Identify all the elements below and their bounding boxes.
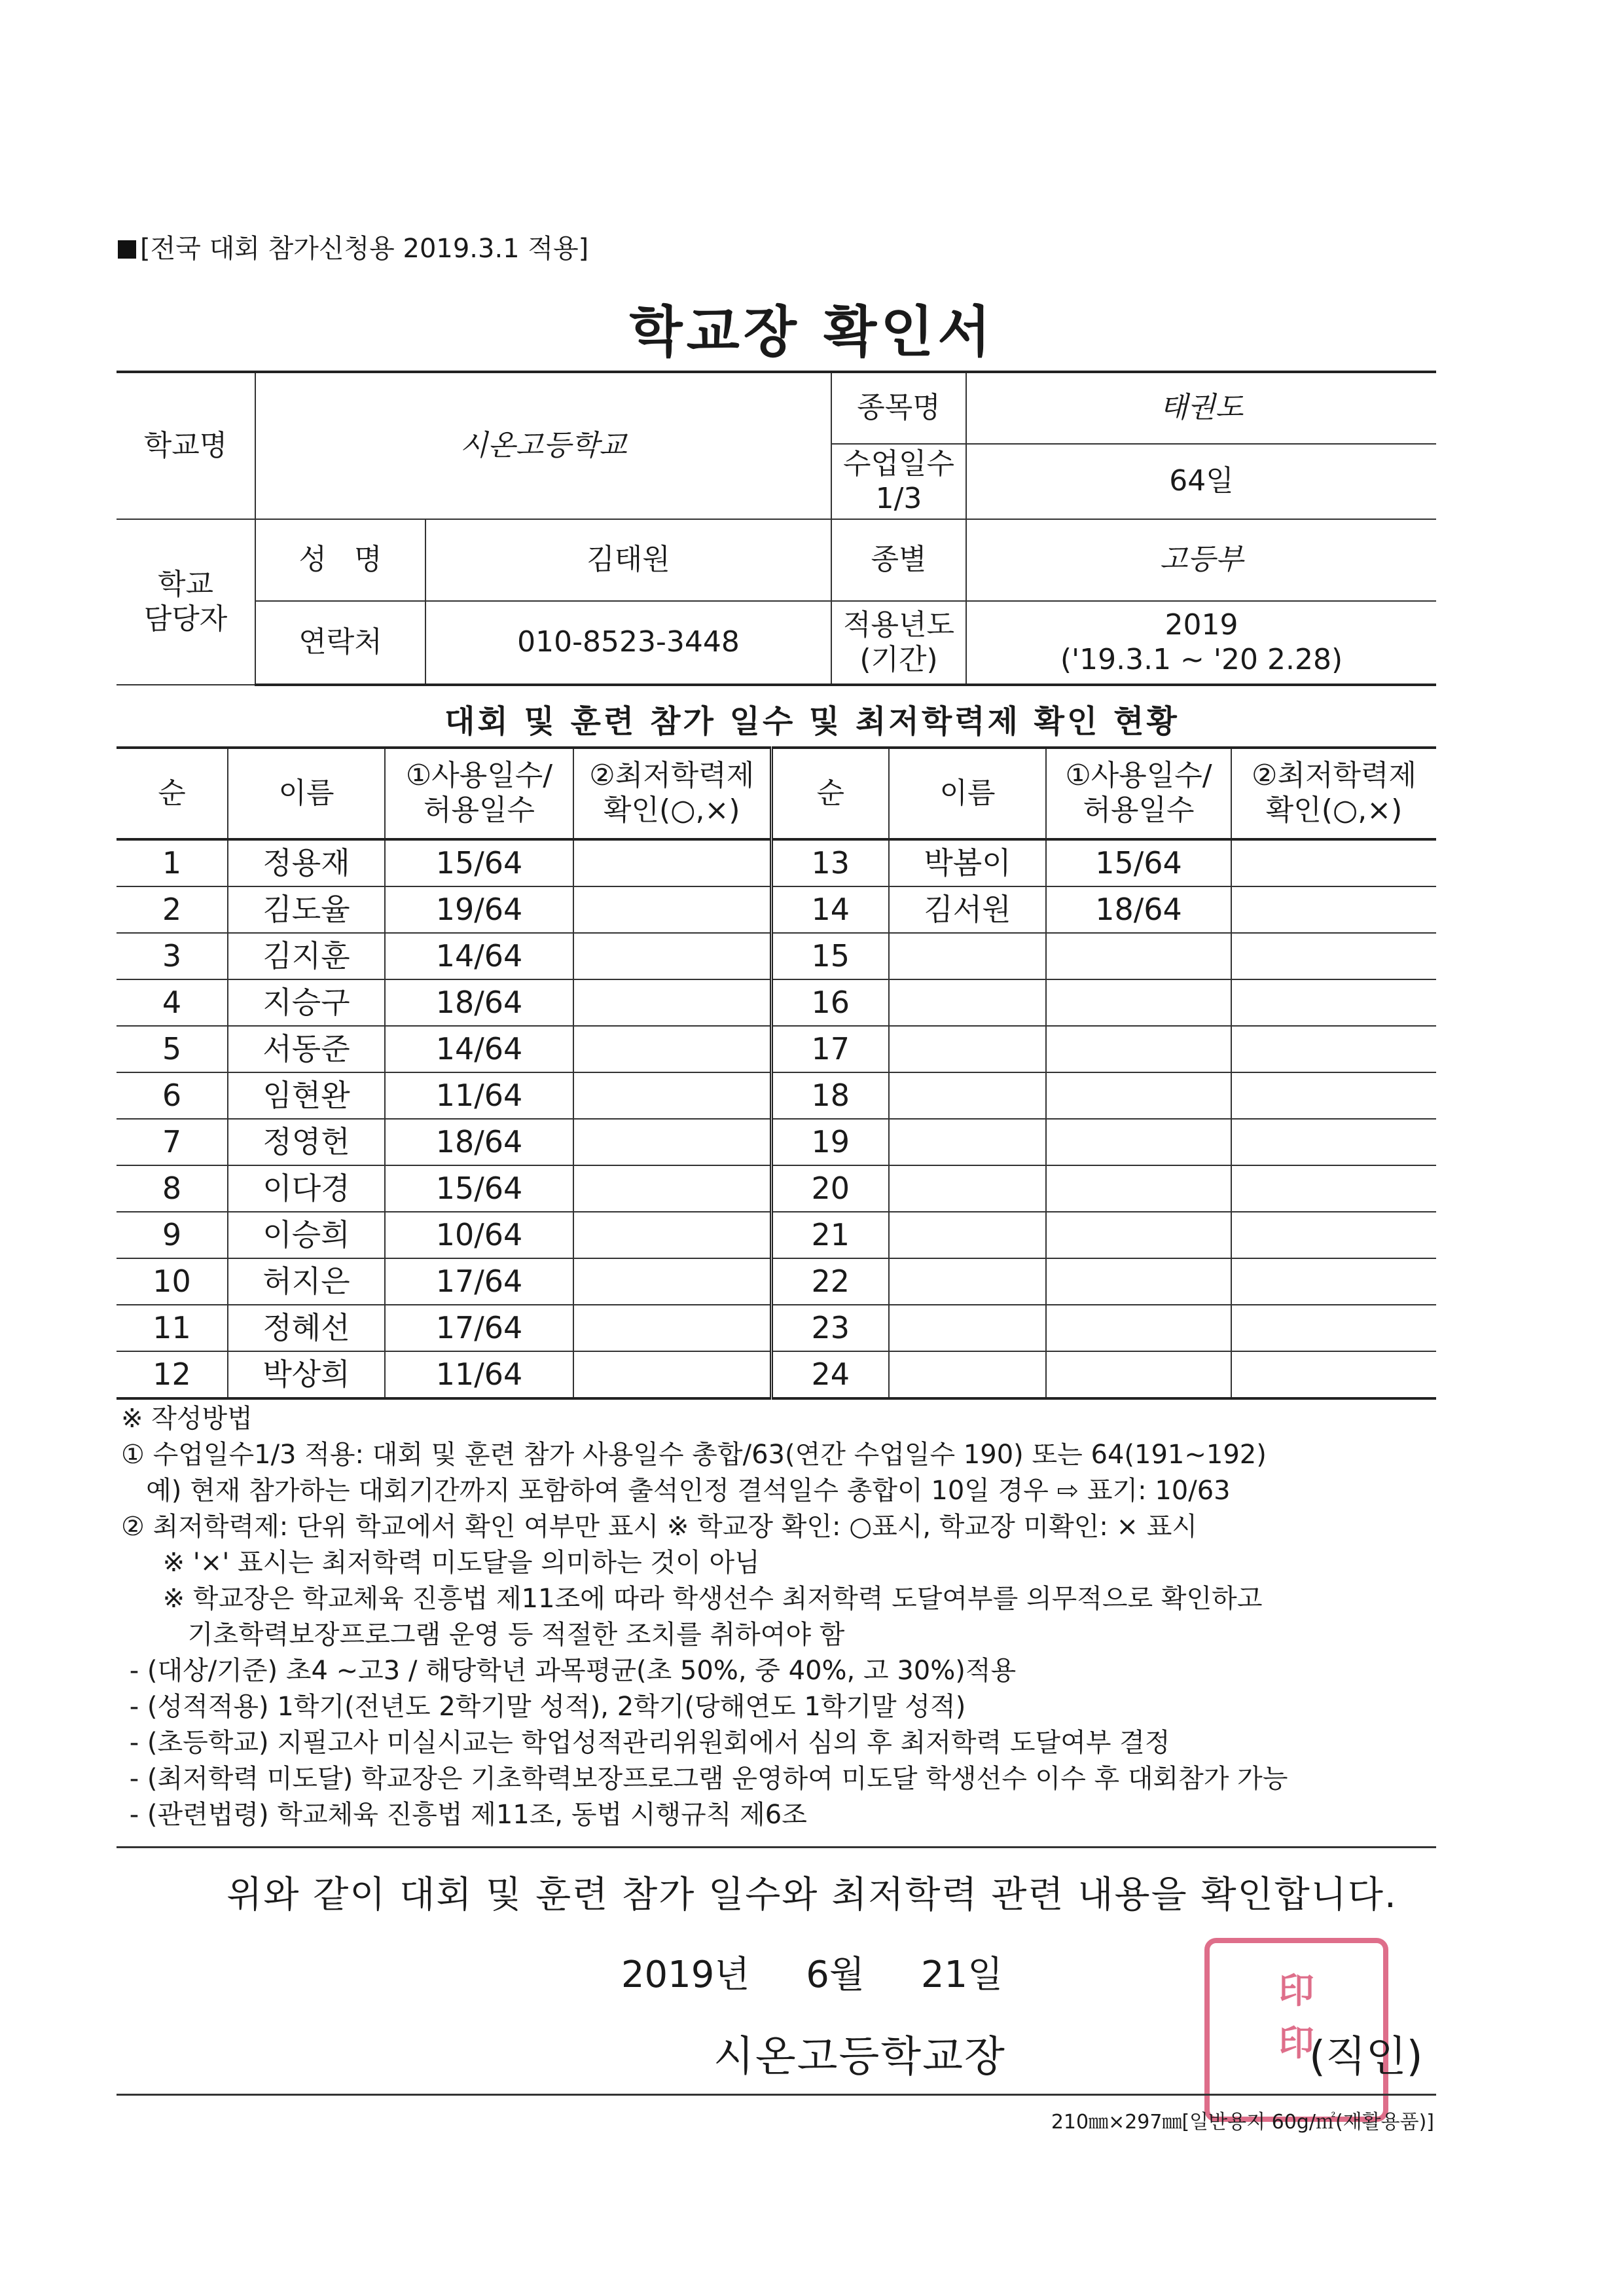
min-academic-check <box>1231 979 1436 1026</box>
student-name: 이다경 <box>228 1165 385 1212</box>
table-row <box>117 886 1436 933</box>
sport-value: 태권도 <box>966 372 1436 444</box>
student-name <box>889 1351 1046 1398</box>
official-seal-stamp: 印 印 <box>1204 1938 1388 2122</box>
used-days <box>1046 1258 1231 1305</box>
table-row <box>117 1212 1436 1258</box>
row-no: 1 <box>117 839 228 886</box>
division-label: 종별 <box>831 519 966 601</box>
instruction-line: ※ '×' 표시는 최저학력 미도달을 의미하는 것이 아님 <box>121 1548 760 1578</box>
min-academic-check <box>1231 1165 1436 1212</box>
instruction-line: - (관련법령) 학교체육 진흥법 제11조, 동법 시행규칙 제6조 <box>121 1800 807 1830</box>
paper-spec: 210㎜×297㎜[일반용지 60g/㎡(재활용품)] <box>1051 2111 1434 2134</box>
student-name <box>889 1258 1046 1305</box>
student-name: 이승희 <box>228 1212 385 1258</box>
used-days: 11/64 <box>385 1351 573 1398</box>
row-no: 17 <box>771 1026 889 1072</box>
used-days <box>1046 1351 1231 1398</box>
manager-name-label: 성 명 <box>255 519 425 601</box>
used-days <box>1046 1072 1231 1119</box>
row-no: 21 <box>771 1212 889 1258</box>
used-days: 17/64 <box>385 1305 573 1351</box>
student-name <box>889 1305 1046 1351</box>
writing-instructions <box>121 1401 1430 1833</box>
used-days: 10/64 <box>385 1212 573 1258</box>
used-days: 14/64 <box>385 1026 573 1072</box>
min-academic-check <box>1231 933 1436 979</box>
used-days: 17/64 <box>385 1258 573 1305</box>
class-days-value: 64일 <box>966 444 1436 519</box>
min-academic-check <box>1231 1258 1436 1305</box>
header-name: 이름 <box>889 748 1046 839</box>
date-month: 6월 <box>806 1954 865 1996</box>
used-days: 15/64 <box>385 839 573 886</box>
row-no: 20 <box>771 1165 889 1212</box>
instruction-line: - (최저학력 미도달) 학교장은 기초학력보장프로그램 운영하여 미도달 학생선수 이수 후 대회참가 가능 <box>121 1764 1288 1794</box>
table-row <box>117 1119 1436 1165</box>
row-no: 8 <box>117 1165 228 1212</box>
confirmation-statement: 위와 같이 대회 및 훈련 참가 일수와 최저학력 관련 내용을 확인합니다. <box>226 1874 1398 1916</box>
row-no: 3 <box>117 933 228 979</box>
min-academic-check <box>573 933 771 979</box>
used-days: 14/64 <box>385 933 573 979</box>
table-row <box>117 979 1436 1026</box>
student-name <box>889 1165 1046 1212</box>
student-name: 지승구 <box>228 979 385 1026</box>
participation-roster-table <box>117 746 1436 1400</box>
student-name: 김서원 <box>889 886 1046 933</box>
used-days: 11/64 <box>385 1072 573 1119</box>
student-name <box>889 979 1046 1026</box>
section-divider <box>117 1846 1436 1848</box>
min-academic-check <box>573 1119 771 1165</box>
header-days: ①사용일수/ 허용일수 <box>1046 748 1231 839</box>
used-days <box>1046 1026 1231 1072</box>
table-row <box>117 1072 1436 1119</box>
student-name <box>889 1026 1046 1072</box>
instruction-line: ② 최저학력제: 단위 학교에서 확인 여부만 표시 ※ 학교장 확인: ○표시, 학교장 미확인: × 표시 <box>121 1512 1198 1542</box>
manager-name-value: 김태원 <box>425 519 831 601</box>
row-no: 4 <box>117 979 228 1026</box>
table-row <box>117 1026 1436 1072</box>
student-name: 정혜선 <box>228 1305 385 1351</box>
row-no: 13 <box>771 839 889 886</box>
used-days: 18/64 <box>385 979 573 1026</box>
form-usage-tag: [전국 대회 참가신청용 2019.3.1 적용] <box>118 228 588 265</box>
table-row <box>117 1165 1436 1212</box>
row-no: 6 <box>117 1072 228 1119</box>
used-days: 15/64 <box>385 1165 573 1212</box>
instruction-line: 예) 현재 참가하는 대회기간까지 포함하여 출석인정 결석일수 총합이 10일 경우 ⇨ 표기: 10/63 <box>121 1476 1231 1506</box>
date-day: 21일 <box>920 1954 1003 1996</box>
min-academic-check <box>1231 1305 1436 1351</box>
header-no: 순 <box>771 748 889 839</box>
row-no: 11 <box>117 1305 228 1351</box>
instruction-line: - (대상/기준) 초4 ~고3 / 해당학년 과목평균(초 50%, 중 40%, 고 30%)적용 <box>121 1656 1017 1686</box>
row-no: 15 <box>771 933 889 979</box>
used-days <box>1046 1165 1231 1212</box>
min-academic-check <box>573 979 771 1026</box>
used-days: 15/64 <box>1046 839 1231 886</box>
student-name: 김지훈 <box>228 933 385 979</box>
table-row <box>117 1305 1436 1351</box>
school-name-value: 시온고등학교 <box>255 372 831 519</box>
header-days: ①사용일수/ 허용일수 <box>385 748 573 839</box>
used-days <box>1046 1212 1231 1258</box>
seal-label: (직인) <box>1309 2033 1423 2081</box>
table-row <box>117 839 1436 886</box>
row-no: 24 <box>771 1351 889 1398</box>
school-name-label: 학교명 <box>117 372 255 519</box>
footer-divider <box>117 2094 1436 2096</box>
min-academic-check <box>573 1258 771 1305</box>
row-no: 14 <box>771 886 889 933</box>
contact-label: 연락처 <box>255 601 425 685</box>
roster-subtitle: 대회 및 훈련 참가 일수 및 최저학력제 확인 현황 <box>444 703 1180 740</box>
row-no: 19 <box>771 1119 889 1165</box>
min-academic-check <box>573 1351 771 1398</box>
used-days <box>1046 979 1231 1026</box>
student-name <box>889 1072 1046 1119</box>
min-academic-check <box>573 1026 771 1072</box>
date-year: 2019년 <box>621 1954 750 1996</box>
row-no: 23 <box>771 1305 889 1351</box>
student-name <box>889 1119 1046 1165</box>
min-academic-check <box>1231 1212 1436 1258</box>
instruction-line: - (초등학교) 지필고사 미실시교는 학업성적관리위원회에서 심의 후 최저학력 도달여부 결정 <box>121 1728 1170 1758</box>
row-no: 22 <box>771 1258 889 1305</box>
min-academic-check <box>573 1072 771 1119</box>
table-row <box>117 1258 1436 1305</box>
min-academic-check <box>1231 839 1436 886</box>
table-row <box>117 933 1436 979</box>
applied-year-value: 2019 ('19.3.1 ~ '20 2.28) <box>966 601 1436 685</box>
header-no: 순 <box>117 748 228 839</box>
table-row <box>117 1351 1436 1398</box>
instruction-line: ※ 작성방법 <box>121 1404 253 1434</box>
header-name: 이름 <box>228 748 385 839</box>
used-days: 18/64 <box>1046 886 1231 933</box>
document-title: 학교장 확인서 <box>629 300 995 364</box>
used-days <box>1046 933 1231 979</box>
contact-value: 010-8523-3448 <box>425 601 831 685</box>
row-no: 7 <box>117 1119 228 1165</box>
student-name <box>889 933 1046 979</box>
header-check: ②최저학력제 확인(○,×) <box>1231 748 1436 839</box>
min-academic-check <box>573 1165 771 1212</box>
instruction-line: - (성적적용) 1학기(전년도 2학기말 성적), 2학기(당해연도 1학기말 성적) <box>121 1692 966 1722</box>
instruction-line: ① 수업일수1/3 적용: 대회 및 훈련 참가 사용일수 총합/63(연간 수업일수 190) 또는 64(191~192) <box>121 1440 1267 1470</box>
header-check: ②최저학력제 확인(○,×) <box>573 748 771 839</box>
instruction-line: ※ 학교장은 학교체육 진흥법 제11조에 따라 학생선수 최저학력 도달여부를 의무적으로 확인하고 <box>121 1584 1263 1614</box>
manager-label: 학교 담당자 <box>117 519 255 685</box>
min-academic-check <box>1231 1072 1436 1119</box>
division-value: 고등부 <box>966 519 1436 601</box>
min-academic-check <box>573 886 771 933</box>
student-name: 정영헌 <box>228 1119 385 1165</box>
min-academic-check <box>573 1305 771 1351</box>
student-name: 박봄이 <box>889 839 1046 886</box>
row-no: 18 <box>771 1072 889 1119</box>
row-no: 9 <box>117 1212 228 1258</box>
row-no: 2 <box>117 886 228 933</box>
min-academic-check <box>573 1212 771 1258</box>
row-no: 12 <box>117 1351 228 1398</box>
used-days <box>1046 1305 1231 1351</box>
principal-signature: 시온고등학교장 <box>713 2033 1006 2081</box>
row-no: 10 <box>117 1258 228 1305</box>
min-academic-check <box>573 839 771 886</box>
row-no: 16 <box>771 979 889 1026</box>
used-days: 18/64 <box>385 1119 573 1165</box>
student-name: 서동준 <box>228 1026 385 1072</box>
min-academic-check <box>1231 1119 1436 1165</box>
square-bullet-icon <box>118 240 136 259</box>
min-academic-check <box>1231 1026 1436 1072</box>
row-no: 5 <box>117 1026 228 1072</box>
student-name: 김도율 <box>228 886 385 933</box>
student-name: 정용재 <box>228 839 385 886</box>
applied-year-label: 적용년도 (기간) <box>831 601 966 685</box>
student-name <box>889 1212 1046 1258</box>
student-name: 허지은 <box>228 1258 385 1305</box>
student-name: 박상희 <box>228 1351 385 1398</box>
min-academic-check <box>1231 1351 1436 1398</box>
min-academic-check <box>1231 886 1436 933</box>
instruction-line: 기초학력보장프로그램 운영 등 적절한 조치를 취하여야 함 <box>121 1620 845 1650</box>
school-info-table <box>117 371 1436 686</box>
sport-label: 종목명 <box>831 372 966 444</box>
student-name: 임현완 <box>228 1072 385 1119</box>
used-days: 19/64 <box>385 886 573 933</box>
class-days-label: 수업일수 1/3 <box>831 444 966 519</box>
used-days <box>1046 1119 1231 1165</box>
